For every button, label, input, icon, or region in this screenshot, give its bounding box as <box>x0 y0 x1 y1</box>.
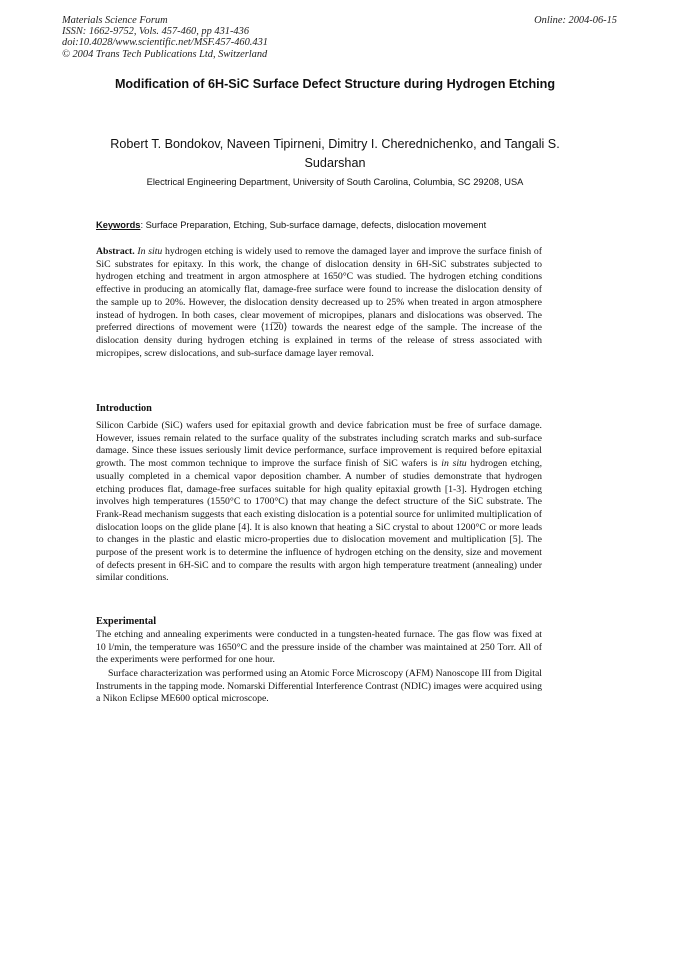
publication-metadata <box>62 15 268 60</box>
intro-italic: in situ <box>441 458 467 470</box>
experimental-heading: Experimental <box>96 616 157 627</box>
keywords-line <box>96 219 576 231</box>
issn-line: ISSN: 1662-9752, Vols. 457-460, pp 431-436 <box>62 26 250 38</box>
paper-title: Modification of 6H-SiC Surface Defect Structure during Hydrogen Etching <box>114 77 556 91</box>
journal-name: Materials Science Forum <box>62 15 168 26</box>
author-list: Robert T. Bondokov, Naveen Tipirneni, Dimitry I. Cherednichenko, and Tangali S. Sudarshan <box>110 137 560 170</box>
intro-text-2: hydrogen etching, usually completed in a chemical vapor deposition chamber. A number of studies demonstrate that hydrogen etching produces flat, damage-free surfaces suitable for high quality epitaxial growth [1-3]. Hydrogen etching involves high temperatures (1550°C to 1700°C) that may change the defect structure of the SiC substrate. The Frank-Read mechanism suggests that each existing dislocation is a potential source for unlimited multiplication of dislocation loops on the glide plane [4]. It is also known that heating a SiC crystal to about 1200°C or more leads to changes in the plastic and elastic micro-properties due to dislocation movement and multiplication [5]. The purpose of the present work is to determine the influence of hydrogen etching on the density, size and movement of defects present in 6H-SiC and to compare the results with argon high temperature treatment (annealing) under similar conditions. <box>96 458 543 584</box>
abstract-italic-lead: In situ <box>137 246 163 257</box>
direction-notation: ⟨11̅2̅0⟩ <box>260 322 288 334</box>
affiliation: Electrical Engineering Department, University of South Carolina, Columbia, SC 29208, USA <box>146 177 524 187</box>
doi-line[interactable]: doi:10.4028/www.scientific.net/MSF.457-460.431 <box>62 37 268 49</box>
abstract-text-1: hydrogen etching is widely used to remove the damaged layer and improve the surface finish of SiC substrates for epitaxy. In this work, the change of dislocation density in 6H-SiC substrates subjected to hydrogen etching and treatment in argon atmosphere at 1650°C was studied. The hydrogen etching conditions effective in producing an atomically flat, damage-free surface were found to increase the dislocation density of the sample up to 20%. However, the dislocation density decreased up to 25% when treated in argon atmosphere instead of hydrogen. In both cases, clear movement of micropipes, planars and dislocations was observed. The preferred directions of movement were <box>96 246 542 334</box>
abstract-paragraph <box>96 246 542 360</box>
introduction-heading: Introduction <box>96 403 152 414</box>
online-date: Online: 2004-06-15 <box>534 15 617 26</box>
intro-text-1: Silicon Carbide (SiC) wafers used for epitaxial growth and device fabrication must be free of surface damage. However, issues remain related to the surface quality of the substrates including scratch marks and sub-surface damage. Since these issues seriously limit device performance, surface improvement is required before epitaxial growth. The most common technique to improve the surface finish of SiC wafers is <box>96 420 542 470</box>
keywords-label: Keywords <box>96 220 141 230</box>
experimental-paragraph-1: The etching and annealing experiments were conducted in a tungsten-heated furnace. The gas flow was fixed at 10 l/min, the temperature was 1650°C and the pressure inside of the chamber was maintained at 250 Torr. All of the experiments were performed for one hour. <box>96 629 542 666</box>
copyright-line: © 2004 Trans Tech Publications Ltd, Switzerland <box>62 48 268 60</box>
abstract-label: Abstract. <box>96 246 135 257</box>
keywords-text: : Surface Preparation, Etching, Sub-surface damage, defects, dislocation movement <box>140 220 487 230</box>
abstract-text-2: towards the nearest edge of the sample. The increase of the dislocation density during hydrogen etching is explained in terms of the release of stress associated with micropipes, screw dislocations, and sub-surface damage layer removal. <box>96 322 542 359</box>
introduction-paragraph <box>96 420 542 585</box>
experimental-paragraph-2: Surface characterization was performed using an Atomic Force Microscopy (AFM) Nanoscope III from Digital Instruments in the tapping mode. Nomarski Differential Interference Contrast (NDIC) images were acquired using a Nikon Eclipse ME600 optical microscope. <box>96 668 543 705</box>
